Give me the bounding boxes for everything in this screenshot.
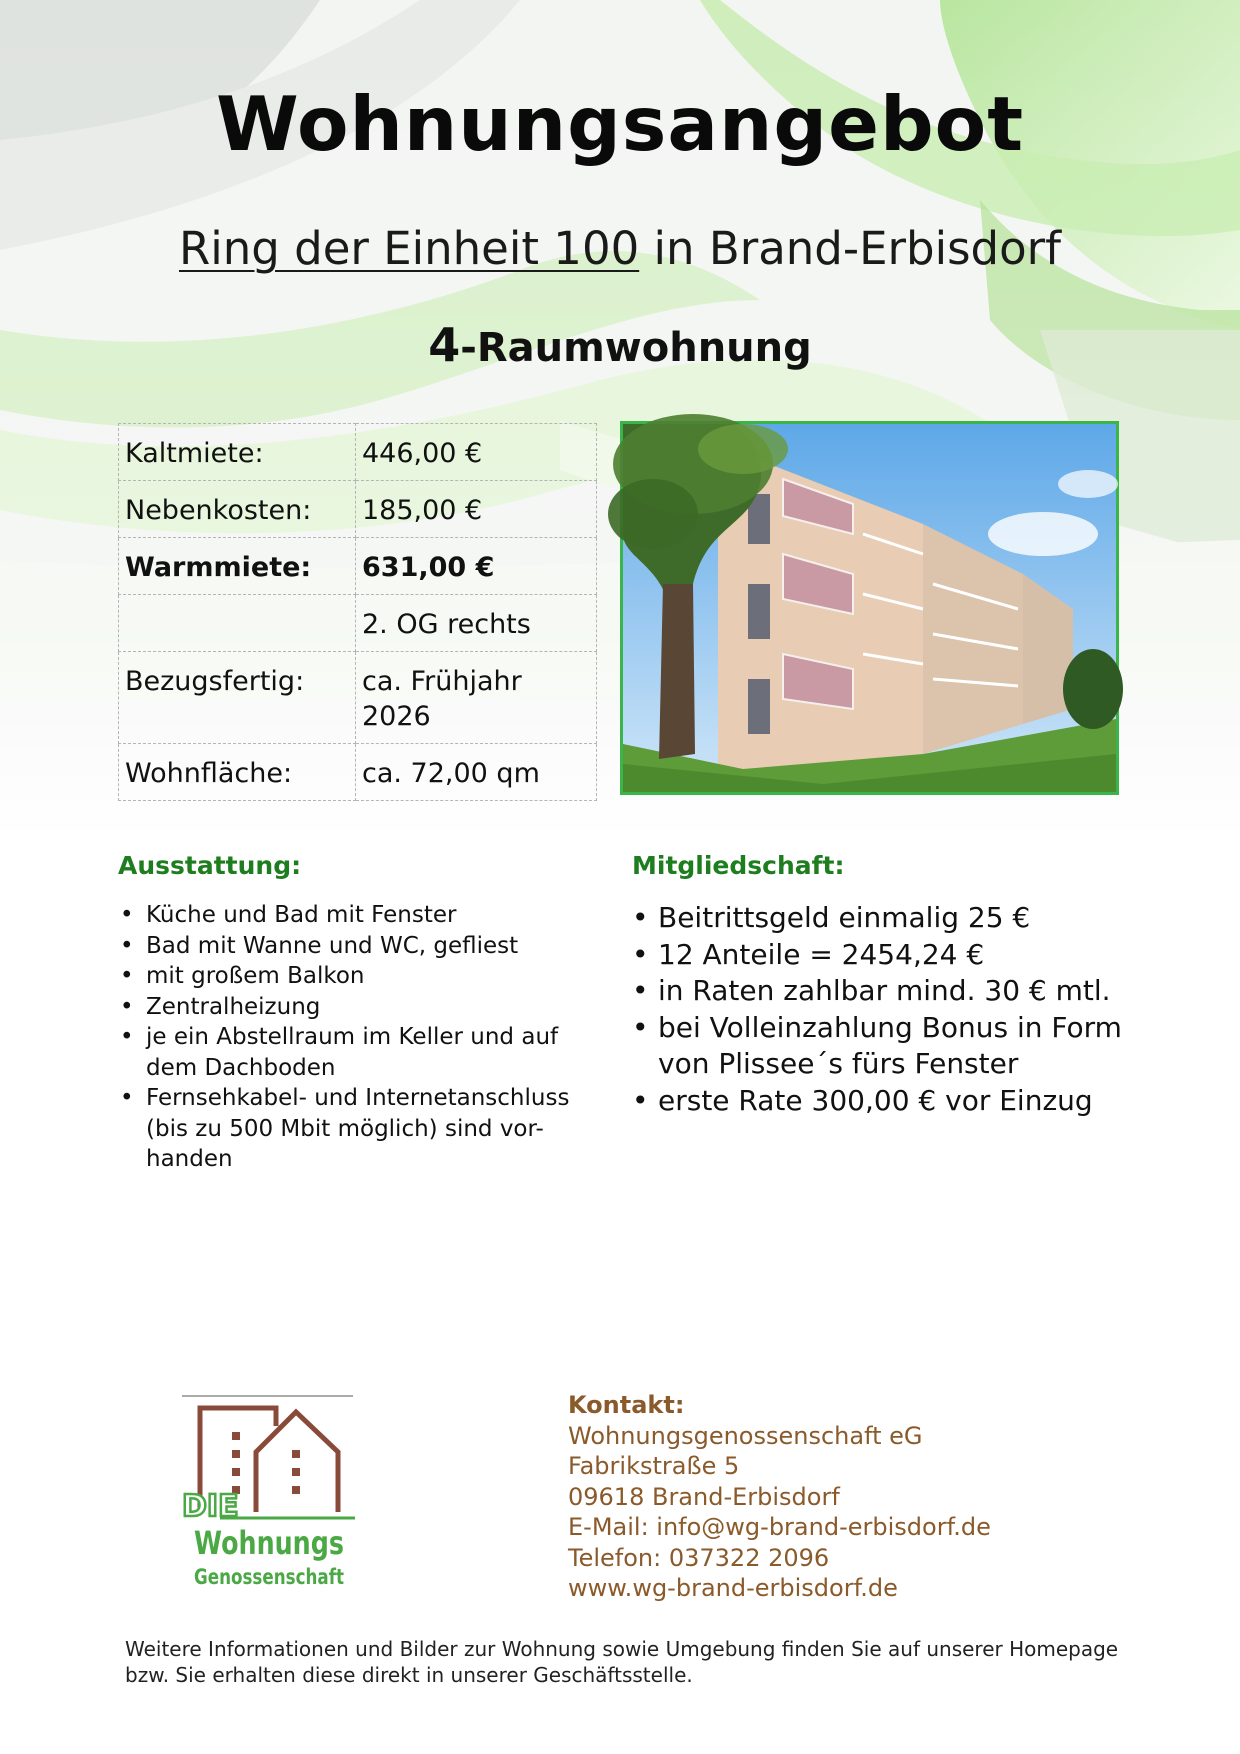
cooperative-logo [180,1392,355,1602]
fact-label: Nebenkosten: [119,481,356,538]
list-item: • je ein Abstellraum im Keller und auf dem Dachboden [118,1022,598,1083]
fact-value: 631,00 € [356,538,597,595]
footer-line: bzw. Sie erhalten diese direkt in unserer Geschäftsstelle. [125,1663,693,1687]
fact-value: ca. Frühjahr 2026 [356,652,597,744]
list-item: • Bad mit Wanne und WC, gefliest [118,931,598,962]
apartment-type [0,318,1240,372]
fact-label: Bezugsfertig: [119,652,356,744]
fact-value: 2. OG rechts [356,595,597,652]
footer-note [125,1636,1125,1688]
list-item: • Beitrittsgeld einmalig 25 € [630,900,1130,937]
contact-phone: Telefon: 037322 2096 [568,1543,830,1572]
address-line [0,222,1240,275]
logo-word1: Wohnungs [194,1524,344,1562]
footer-line: Weitere Informationen und Bilder zur Wohnung sowie Umgebung finden Sie auf unserer Homepage [125,1637,1119,1661]
fact-value: ca. 72,00 qm [356,744,597,801]
contact-street: Fabrikstraße 5 [568,1452,740,1480]
facts-table [118,423,597,801]
membership-list [630,900,1130,1119]
fact-value: 185,00 € [356,481,597,538]
table-row [119,538,597,595]
contact-heading: Kontakt: [568,1391,685,1419]
building-photo [620,421,1119,795]
fact-label: Wohnfläche: [119,744,356,801]
list-item: • Zentralheizung [118,992,598,1023]
logo-word2: Genossenschaft [194,1565,344,1589]
equipment-list [118,900,598,1175]
table-row [119,481,597,538]
contact-org: Wohnungsgenossenschaft eG [568,1421,923,1450]
list-item: • Küche und Bad mit Fenster [118,900,598,931]
fact-label: Warmmiete: [119,538,356,595]
list-item: • 12 Anteile = 2454,24 € [630,937,1130,974]
fact-label [119,595,356,652]
membership-heading: Mitgliedschaft: [632,851,845,880]
table-row [119,595,597,652]
table-row [119,652,597,744]
street-name: Ring der Einheit 100 [178,222,640,275]
list-item: • in Raten zahlbar mind. 30 € mtl. [630,973,1130,1010]
equipment-heading: Ausstattung: [118,851,302,880]
page-title [0,80,1240,168]
contact-city: 09618 Brand-Erbisdorf [568,1482,840,1511]
contact-block [568,1390,991,1604]
list-item: • bei Volleinzahlung Bonus in Form von Plissee´s fürs Fenster [630,1010,1130,1083]
list-item: • mit großem Balkon [118,961,598,992]
fact-value: 446,00 € [356,424,597,481]
title-text: Wohnungsangebot [215,80,1025,168]
fact-label: Kaltmiete: [119,424,356,481]
contact-website: www.wg-brand-erbisdorf.de [568,1574,898,1602]
location-name: in Brand-Erbisdorf [639,222,1061,275]
list-item: • erste Rate 300,00 € vor Einzug [630,1083,1130,1120]
rooms-text: -Raumwohnung [460,325,812,371]
table-row [119,424,597,481]
logo-die: DIE [182,1489,239,1524]
table-row [119,744,597,801]
list-item: • Fernsehkabel- und Internetanschluss (bis zu 500 Mbit möglich) sind vor-handen [118,1083,598,1175]
contact-email: E-Mail: info@wg-brand-erbisdorf.de [568,1513,991,1541]
rooms-number: 4 [428,318,461,372]
